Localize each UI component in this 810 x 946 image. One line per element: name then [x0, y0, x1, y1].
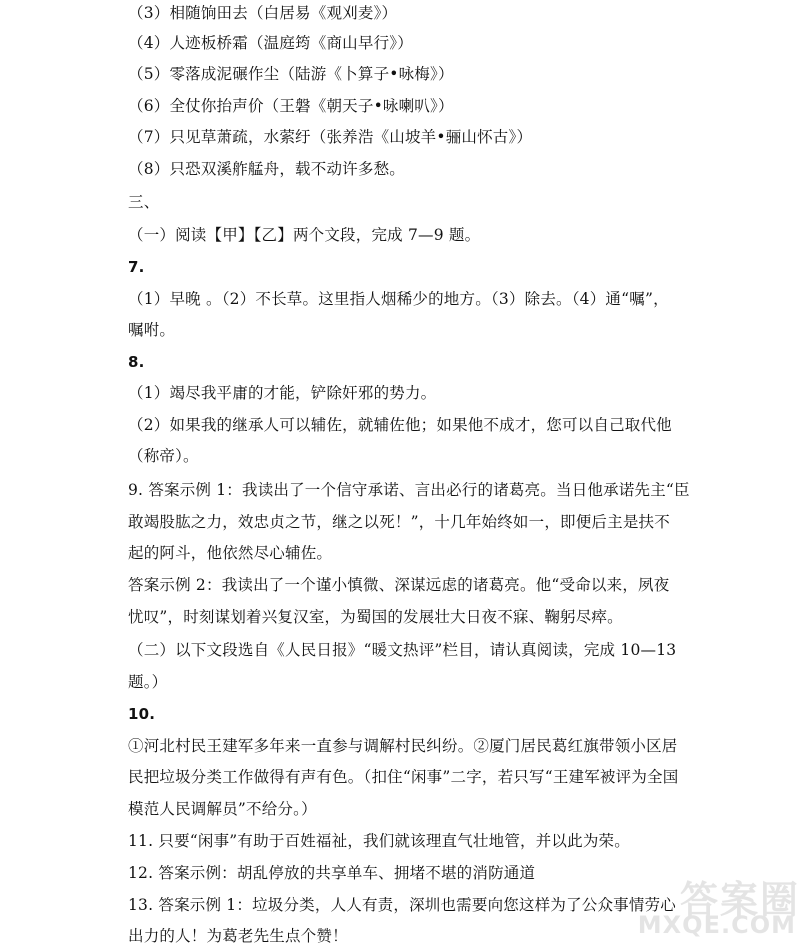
text-line-19: 答案示例 2：我读出了一个谨小慎微、深谋远虑的诸葛亮。他“受命以来，夙夜: [128, 576, 670, 594]
text-line-25: 民把垃圾分类工作做得有声有色。（扣住“闲事”二字，若只写“王建军被评为全国: [128, 768, 679, 786]
text-line-24: ①河北村民王建军多年来一直参与调解村民纠纷。②厦门居民葛红旗带领小区居: [128, 737, 678, 755]
watermark-logo-text: 答案圈: [679, 878, 800, 922]
question-number-7: 7.: [128, 258, 145, 276]
text-line-11: 嘱咐。: [128, 321, 176, 339]
text-line-29: 13. 答案示例 1：垃圾分类，人人有责，深圳也需要向您这样为了公众事情劳心: [128, 896, 676, 914]
text-line-14: （2）如果我的继承人可以辅佐，就辅佐他；如果他不成才，您可以自己取代他: [128, 416, 672, 434]
text-line-15: （称帝）。: [128, 447, 199, 465]
text-line-2: （4）人迹板桥霜（温庭筠《商山早行》）: [128, 34, 413, 52]
text-line-1: （3）相随饷田去（白居易《观刈麦》）: [128, 4, 398, 22]
text-line-16: 9. 答案示例 1：我读出了一个信守承诺、言出必行的诸葛亮。当日他承诺先主“臣: [128, 481, 690, 499]
text-line-21: （二）以下文段选自《人民日报》“暖文热评”栏目，请认真阅读，完成 10—13: [128, 641, 677, 659]
text-line-8: （一）阅读【甲】【乙】两个文段，完成 7—9 题。: [128, 226, 481, 244]
text-line-17: 敢竭股肱之力，效忠贞之节，继之以死！”，十几年始终如一，即便后主是扶不: [128, 513, 670, 531]
text-line-18: 起的阿斗，他依然尽心辅佐。: [128, 544, 333, 562]
text-line-6: （8）只恐双溪舴艋舟，载不动许多愁。: [128, 160, 405, 178]
question-number-10: 10.: [128, 705, 156, 723]
text-line-5: （7）只见草萧疏，水萦纡（张养浩《山坡羊•骊山怀古》）: [128, 128, 533, 146]
text-line-3: （5）零落成泥碾作尘（陆游《卜算子•咏梅》）: [128, 65, 454, 83]
site-watermark: [637, 869, 804, 939]
text-line-13: （1）竭尽我平庸的才能，铲除奸邪的势力。: [128, 384, 437, 402]
text-line-20: 忧叹”，时刻谋划着兴复汉室，为蜀国的发展壮大日夜不寐、鞠躬尽瘁。: [128, 608, 623, 626]
text-line-26: 模范人民调解员”不给分。）: [128, 800, 317, 818]
text-line-27: 11. 只要“闲事”有助于百姓福祉，我们就该理直气壮地管，并以此为荣。: [128, 832, 630, 850]
text-line-4: （6）全仗你抬声价（王磐《朝天子•咏喇叭》）: [128, 97, 454, 115]
text-line-28: 12. 答案示例：胡乱停放的共享单车、拥堵不堪的消防通道: [128, 864, 536, 882]
watermark-domain: MXQE.COM: [637, 911, 796, 939]
text-line-10: （1）早晚 。（2）不长草。这里指人烟稀少的地方。（3）除去。（4）通“嘱”，: [128, 290, 669, 308]
section-heading-3: 三、: [128, 193, 160, 211]
question-number-8: 8.: [128, 353, 145, 371]
text-line-30: 出力的人！为葛老先生点个赞！: [128, 927, 348, 945]
text-line-22: 题。）: [128, 673, 168, 691]
